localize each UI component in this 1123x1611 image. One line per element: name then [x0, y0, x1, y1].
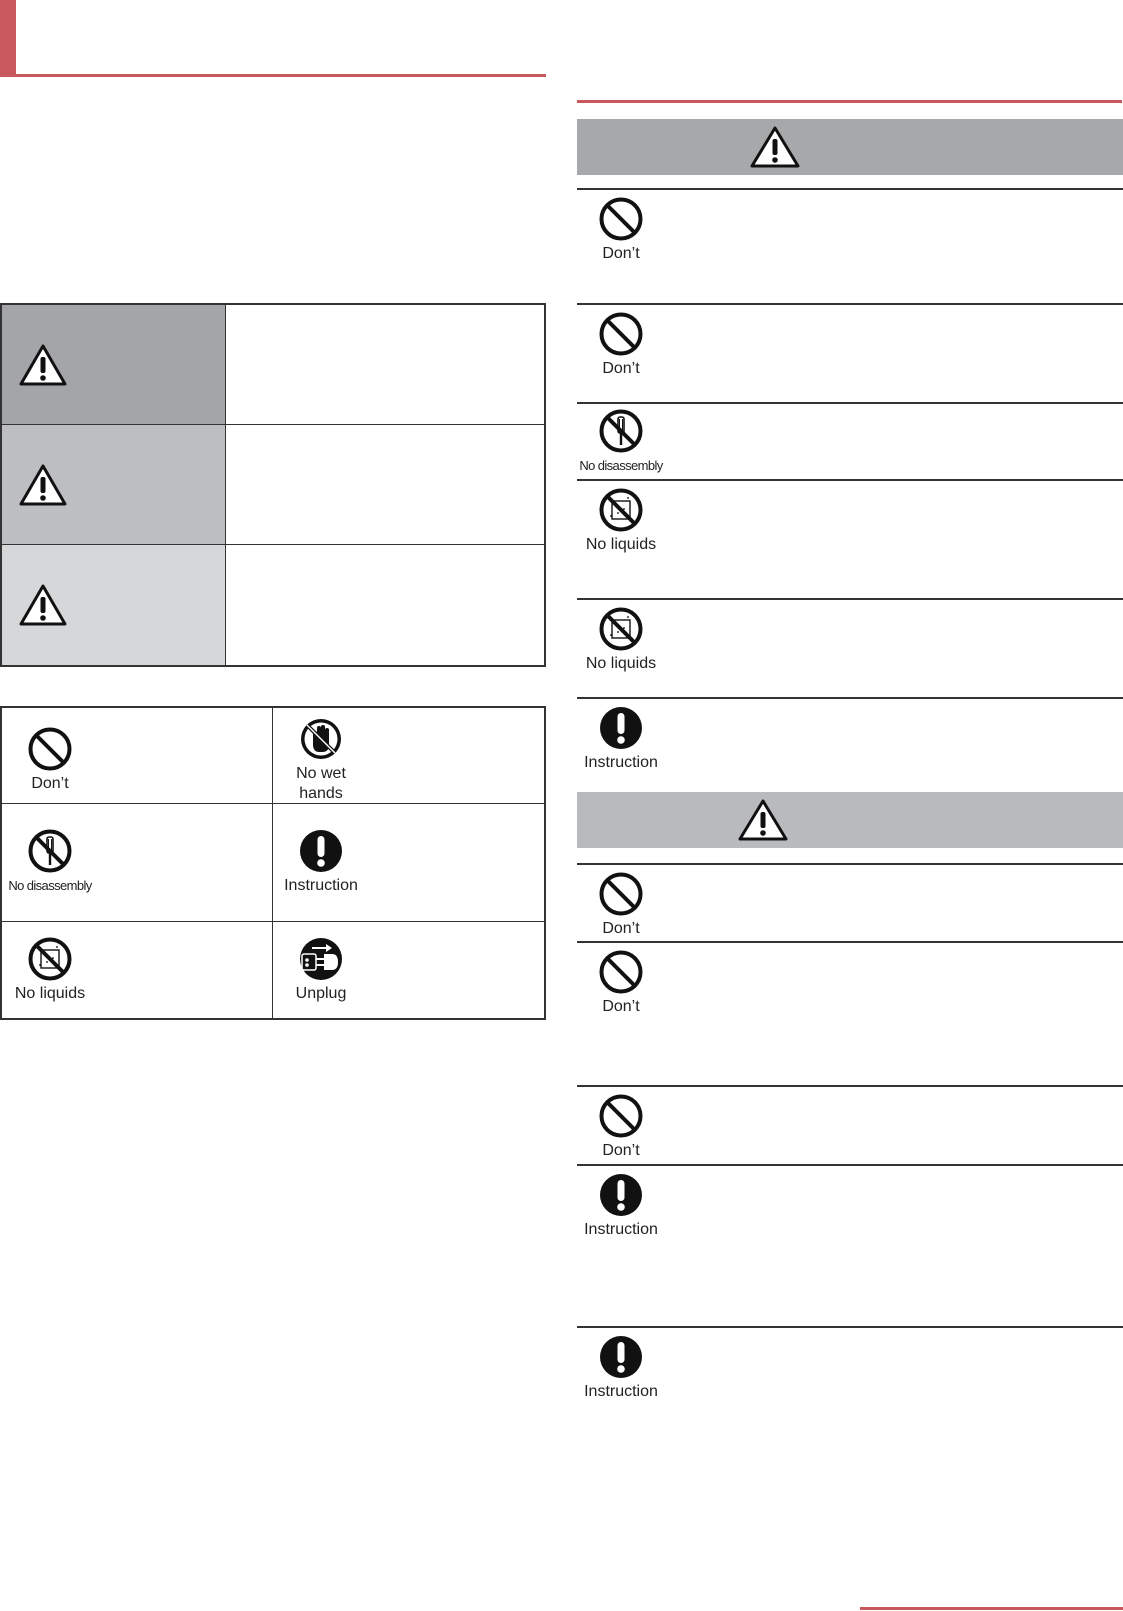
symbol-instruction	[273, 828, 369, 896]
precaution-label: Instruction	[584, 1221, 658, 1238]
symbol-cell-dont	[2, 708, 273, 804]
precaution-row	[577, 697, 1123, 793]
no-liquids-icon	[598, 487, 644, 533]
instruction-icon	[598, 1334, 644, 1380]
symbol-label-line2: hands	[299, 785, 343, 802]
signal-cell-caution	[2, 545, 226, 665]
signal-description-caution	[226, 545, 544, 665]
symbol-no-liquids	[2, 936, 98, 1004]
symbol-label-line1: No wet	[296, 765, 346, 782]
header-accent-bar	[0, 0, 16, 77]
signal-description-danger	[226, 305, 544, 424]
no-disassembly-icon	[598, 408, 644, 454]
signal-cell-warning	[2, 425, 226, 544]
precaution-row	[577, 1164, 1123, 1326]
precaution-symbol	[577, 487, 665, 555]
symbol-label: No liquids	[14, 985, 86, 1002]
precaution-label: Don’t	[602, 1142, 640, 1159]
prohibition-icon	[598, 311, 644, 357]
prohibition-icon	[598, 1093, 644, 1139]
precaution-symbol	[577, 606, 665, 674]
precaution-symbol	[577, 871, 665, 939]
precaution-symbol	[577, 311, 665, 379]
symbol-label: Instruction	[284, 877, 358, 894]
prohibition-icon	[598, 196, 644, 242]
precaution-label: Don’t	[602, 998, 640, 1015]
symbol-label: No disassembly	[8, 878, 92, 893]
precaution-row	[577, 1326, 1123, 1416]
instruction-icon	[598, 1172, 644, 1218]
precaution-symbol	[577, 949, 665, 1017]
precaution-label: No liquids	[585, 536, 657, 553]
symbol-cell-no-wet-hands	[273, 708, 544, 804]
header-underline	[16, 74, 546, 77]
symbol-label: Unplug	[295, 985, 347, 1002]
symbol-dont	[2, 726, 98, 794]
signal-row-caution	[2, 545, 544, 665]
no-liquids-icon	[27, 936, 73, 982]
precaution-row	[577, 598, 1123, 697]
warning-triangle-icon	[737, 798, 789, 842]
footer-rule	[860, 1607, 1123, 1610]
precaution-symbol	[577, 1172, 665, 1240]
no-liquids-icon	[598, 606, 644, 652]
prohibition-icon	[598, 871, 644, 917]
prohibition-icon	[27, 726, 73, 772]
signal-description-warning	[226, 425, 544, 544]
no-wet-hands-icon	[298, 716, 344, 762]
no-disassembly-icon	[27, 828, 73, 874]
precaution-label: Instruction	[584, 754, 658, 771]
precaution-label: Don’t	[602, 920, 640, 937]
signal-row-danger	[2, 305, 544, 425]
symbol-cell-unplug	[273, 922, 544, 1018]
precaution-label: No liquids	[585, 655, 657, 672]
precaution-row	[577, 479, 1123, 598]
precaution-label: Don’t	[602, 360, 640, 377]
precaution-row	[577, 188, 1123, 303]
precaution-row	[577, 941, 1123, 1085]
symbol-table	[0, 706, 546, 1020]
precaution-symbol	[577, 1093, 665, 1161]
precaution-label: Instruction	[584, 1383, 658, 1400]
prohibition-icon	[598, 949, 644, 995]
signal-cell-danger	[2, 305, 226, 424]
precaution-row	[577, 303, 1123, 402]
precaution-symbol	[577, 196, 665, 264]
hazard-band-1	[577, 119, 1123, 175]
instruction-icon	[298, 828, 344, 874]
symbol-cell-no-disassembly	[2, 804, 273, 922]
precaution-row	[577, 402, 1123, 479]
warning-triangle-icon	[18, 463, 68, 507]
unplug-icon	[298, 936, 344, 982]
precaution-label: Don’t	[602, 245, 640, 262]
section-rule	[577, 100, 1122, 103]
warning-triangle-icon	[18, 343, 68, 387]
warning-triangle-icon	[749, 125, 801, 169]
symbol-label: Don’t	[31, 775, 69, 792]
symbol-unplug	[273, 936, 369, 1004]
signal-row-warning	[2, 425, 544, 545]
precaution-symbol	[577, 408, 665, 476]
symbol-no-disassembly	[2, 828, 98, 896]
signal-word-table	[0, 303, 546, 667]
precaution-symbol	[577, 705, 665, 773]
warning-triangle-icon	[18, 583, 68, 627]
hazard-band-2	[577, 792, 1123, 848]
precaution-row	[577, 1085, 1123, 1164]
symbol-cell-no-liquids	[2, 922, 273, 1018]
symbol-no-wet-hands	[273, 716, 369, 804]
precaution-label: No disassembly	[579, 458, 663, 473]
precaution-row	[577, 863, 1123, 941]
instruction-icon	[598, 705, 644, 751]
symbol-cell-instruction	[273, 804, 544, 922]
precaution-symbol	[577, 1334, 665, 1402]
